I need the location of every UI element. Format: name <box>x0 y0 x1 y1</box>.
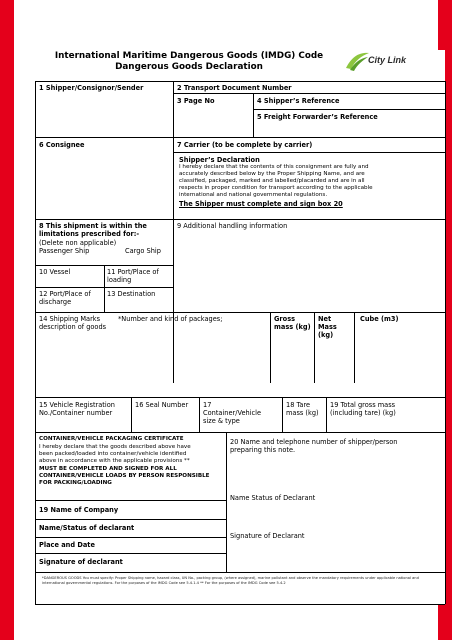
box-13-label: 13 Destination <box>107 290 156 298</box>
box-2-label: 2 Transport Document Number <box>177 84 292 92</box>
box-9-label: 9 Additional handling information <box>177 222 288 230</box>
box-18-label: 18 Tare mass (kg) <box>286 401 319 418</box>
box-8-note: (Delete non applicable) <box>39 239 117 247</box>
cargo-ship-option: Cargo Ship <box>125 247 161 255</box>
box-16-label: 16 Seal Number <box>135 401 189 409</box>
packaging-certificate-text: I hereby declare that the goods described above have been packed/loaded into container/vehicle identified above in accordance with the applicable provisions ** <box>39 444 191 464</box>
box-8-label: 8 This shipment is within the limitations prescribed for:- <box>39 222 147 239</box>
title-line-2: Dangerous Goods Declaration <box>115 62 263 72</box>
box-14-label: 14 Shipping Marks description of goods <box>39 315 107 332</box>
passenger-ship-option: Passenger Ship <box>39 247 90 255</box>
net-mass-label: Net Mass (kg) <box>318 315 337 340</box>
box-1-label: 1 Shipper/Consignor/Sender <box>39 84 144 92</box>
box-20-label: 20 Name and telephone number of shipper/person preparing this note. <box>230 438 398 455</box>
packaging-certificate-title: CONTAINER/VEHICLE PACKAGING CERTIFICATE <box>39 436 184 442</box>
packages-kind-label: *Number and kind of packages; <box>118 315 223 323</box>
box-4-label: 4 Shipper’s Reference <box>257 97 340 105</box>
shipper-must-sign-note: The Shipper must complete and sign box 20 <box>179 200 343 208</box>
box-19-total-label: 19 Total gross mass (including tare) (kg) <box>330 401 396 418</box>
box-7-label: 7 Carrier (to be complete by carrier) <box>177 141 313 149</box>
box-6-label: 6 Consignee <box>39 141 85 149</box>
box-12-label: 12 Port/Place of discharge <box>39 290 91 307</box>
box-17-label: 17 Container/Vehicle size & type <box>203 401 262 426</box>
title-line-1: International Maritime Dangerous Goods (IMDG) Code <box>54 51 324 61</box>
signature-declarant-label: Signature of declarant <box>39 558 123 566</box>
logo-text: City Link <box>368 55 407 65</box>
box-3-label: 3 Page No <box>177 97 215 105</box>
name-status-declarant-right: Name Status of Declarant <box>230 494 316 502</box>
box-10-label: 10 Vessel <box>39 268 71 276</box>
gross-mass-label: Gross mass (kg) <box>274 315 311 332</box>
box-11-label: 11 Port/Place of loading <box>107 268 159 285</box>
cube-label: Cube (m3) <box>360 315 399 323</box>
box-15-label: 15 Vehicle Registration No./Container number <box>39 401 115 418</box>
packaging-certificate-must: MUST BE COMPLETED AND SIGNED FOR ALL CONTAINER/VEHICLE LOADS BY PERSON RESPONSIBLE FOR PACKING/LOADING <box>39 466 210 486</box>
shipper-declaration-title: Shipper’s Declaration <box>179 156 260 164</box>
place-date-label: Place and Date <box>39 541 95 549</box>
shipper-declaration-text: I hereby declare that the contents of this consignment are fully and accurately described below by the Proper Shipping Name, and are classified, packaged, marked and labelled/placarded and are in all respects in proper condition for transport according to the applicable international and national governmental regulations. <box>179 164 373 198</box>
footnote: *DANGEROUS GOODS You must specify: Proper Shipping name, hazard class, UN No., packing group, (where assigned), marine pollutant and observe the mandatory requirements under applicable national and international governmental regulations. For the purposes of the IMDG Code see 5.4.1.4 ** For the purposes of the IMDG Code see 5.4.2 <box>42 576 419 585</box>
box-19-company-label: 19 Name of Company <box>39 506 119 514</box>
box-5-label: 5 Freight Forwarder’s Reference <box>257 113 378 121</box>
name-status-declarant-label: Name/Status of declarant <box>39 524 135 532</box>
signature-declarant-right: Signature of Declarant <box>230 532 305 540</box>
